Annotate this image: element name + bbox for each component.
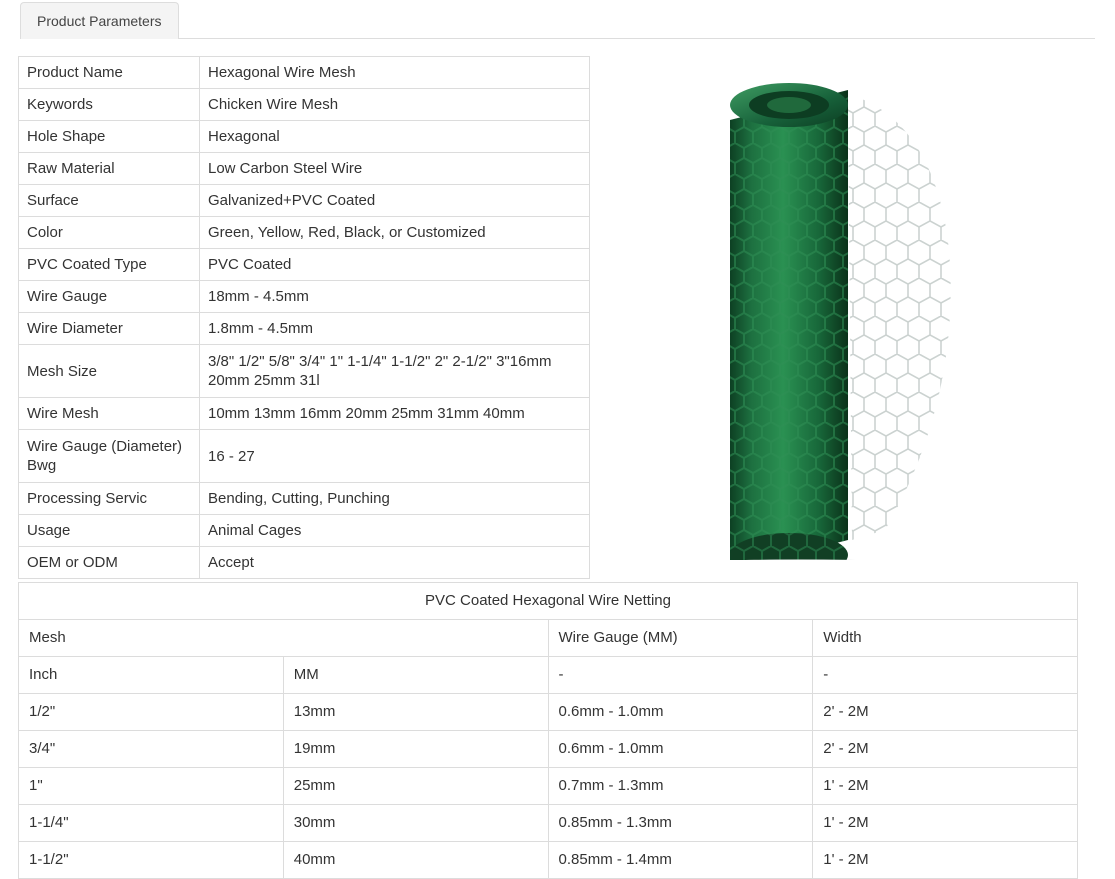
table-row xyxy=(19,57,590,89)
spec-table-title: PVC Coated Hexagonal Wire Netting xyxy=(19,583,1078,620)
param-key: Hole Shape xyxy=(19,121,200,153)
param-key: Keywords xyxy=(19,89,200,121)
cell-inch: 1-1/2" xyxy=(19,842,284,879)
param-value: Animal Cages xyxy=(200,515,590,547)
tab-product-parameters[interactable]: Product Parameters xyxy=(20,2,179,39)
cell-mm: 40mm xyxy=(283,842,548,879)
spec-table-header-row xyxy=(19,620,1078,657)
table-row xyxy=(19,694,1078,731)
param-key: PVC Coated Type xyxy=(19,249,200,281)
param-key: OEM or ODM xyxy=(19,547,200,579)
param-key: Mesh Size xyxy=(19,345,200,398)
param-value: Low Carbon Steel Wire xyxy=(200,153,590,185)
param-value: 16 - 27 xyxy=(200,430,590,483)
param-key: Wire Gauge xyxy=(19,281,200,313)
cell-gauge: 0.85mm - 1.4mm xyxy=(548,842,813,879)
param-value: 1.8mm - 4.5mm xyxy=(200,313,590,345)
param-value: Chicken Wire Mesh xyxy=(200,89,590,121)
table-row xyxy=(19,483,590,515)
param-value: Bending, Cutting, Punching xyxy=(200,483,590,515)
table-row xyxy=(19,731,1078,768)
param-value: Galvanized+PVC Coated xyxy=(200,185,590,217)
spec-subheader-gauge: - xyxy=(548,657,813,694)
param-value: Green, Yellow, Red, Black, or Customized xyxy=(200,217,590,249)
param-value: PVC Coated xyxy=(200,249,590,281)
param-value: Hexagonal xyxy=(200,121,590,153)
cell-width: 2' - 2M xyxy=(813,731,1078,768)
table-row xyxy=(19,547,590,579)
table-row xyxy=(19,121,590,153)
product-parameters-table xyxy=(18,56,590,579)
cell-width: 1' - 2M xyxy=(813,768,1078,805)
cell-width: 1' - 2M xyxy=(813,842,1078,879)
cell-gauge: 0.6mm - 1.0mm xyxy=(548,731,813,768)
table-row xyxy=(19,430,590,483)
param-key: Wire Mesh xyxy=(19,398,200,430)
table-row xyxy=(19,805,1078,842)
param-value: Hexagonal Wire Mesh xyxy=(200,57,590,89)
cell-mm: 25mm xyxy=(283,768,548,805)
spec-table-title-row xyxy=(19,583,1078,620)
table-row xyxy=(19,249,590,281)
param-key: Usage xyxy=(19,515,200,547)
param-value: Accept xyxy=(200,547,590,579)
cell-mm: 30mm xyxy=(283,805,548,842)
table-row xyxy=(19,768,1078,805)
spec-subheader-width: - xyxy=(813,657,1078,694)
param-key: Wire Diameter xyxy=(19,313,200,345)
param-value: 10mm 13mm 16mm 20mm 25mm 31mm 40mm xyxy=(200,398,590,430)
table-row xyxy=(19,313,590,345)
spec-header-wire-gauge: Wire Gauge (MM) xyxy=(548,620,813,657)
param-value: 3/8" 1/2" 5/8" 3/4" 1" 1-1/4" 1-1/2" 2" 2-1/2" 3"16mm 20mm 25mm 31l xyxy=(200,345,590,398)
cell-inch: 1" xyxy=(19,768,284,805)
cell-gauge: 0.7mm - 1.3mm xyxy=(548,768,813,805)
product-image xyxy=(600,50,1080,560)
cell-mm: 19mm xyxy=(283,731,548,768)
param-key: Raw Material xyxy=(19,153,200,185)
param-key: Surface xyxy=(19,185,200,217)
param-key: Product Name xyxy=(19,57,200,89)
table-row xyxy=(19,185,590,217)
spec-subheader-mm: MM xyxy=(283,657,548,694)
tab-bar xyxy=(20,0,1095,39)
cell-width: 2' - 2M xyxy=(813,694,1078,731)
param-key: Wire Gauge (Diameter) Bwg xyxy=(19,430,200,483)
table-row xyxy=(19,515,590,547)
cell-inch: 1-1/4" xyxy=(19,805,284,842)
table-row xyxy=(19,153,590,185)
table-row xyxy=(19,398,590,430)
cell-inch: 1/2" xyxy=(19,694,284,731)
cell-inch: 3/4" xyxy=(19,731,284,768)
param-key: Color xyxy=(19,217,200,249)
table-row xyxy=(19,345,590,398)
table-row xyxy=(19,281,590,313)
table-row xyxy=(19,842,1078,879)
table-row xyxy=(19,217,590,249)
cell-mm: 13mm xyxy=(283,694,548,731)
spec-subheader-inch: Inch xyxy=(19,657,284,694)
spec-header-mesh: Mesh xyxy=(19,620,549,657)
pvc-coated-spec-table xyxy=(18,582,1078,879)
cell-width: 1' - 2M xyxy=(813,805,1078,842)
table-row xyxy=(19,89,590,121)
param-value: 18mm - 4.5mm xyxy=(200,281,590,313)
spec-header-width: Width xyxy=(813,620,1078,657)
cell-gauge: 0.6mm - 1.0mm xyxy=(548,694,813,731)
spec-table-subheader-row xyxy=(19,657,1078,694)
param-key: Processing Servic xyxy=(19,483,200,515)
cell-gauge: 0.85mm - 1.3mm xyxy=(548,805,813,842)
